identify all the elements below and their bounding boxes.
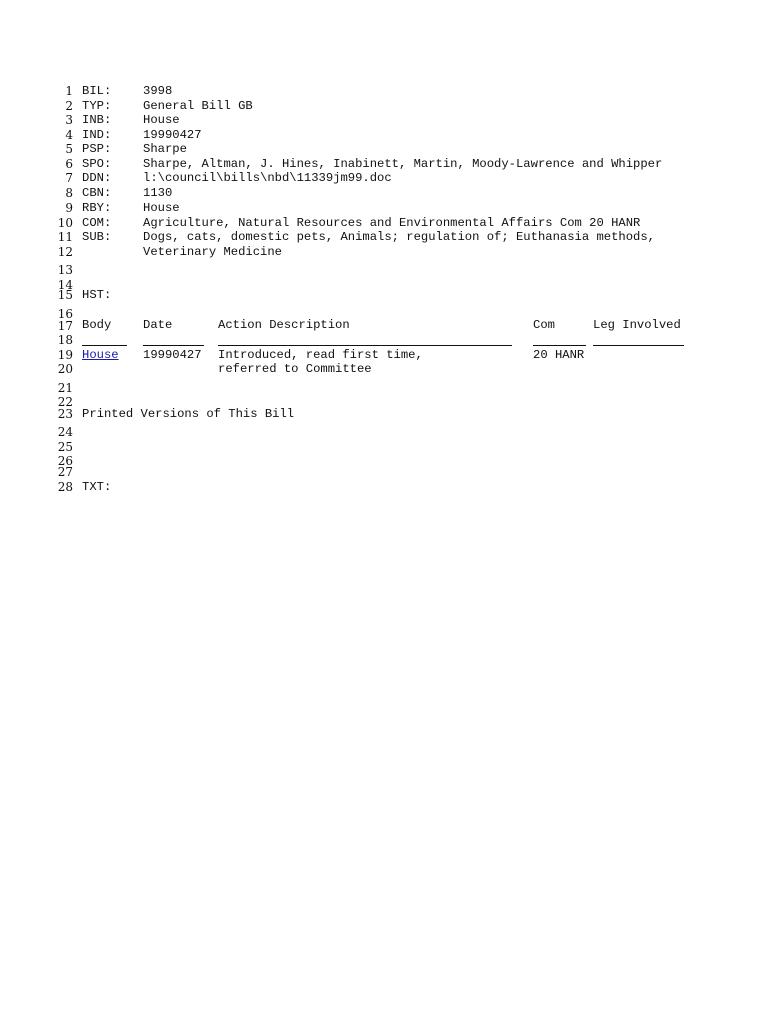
line-number: 26 — [57, 454, 73, 468]
cbn-label: CBN: — [82, 186, 112, 200]
rby-value: House — [143, 201, 180, 215]
typ-value: General Bill GB — [143, 99, 253, 113]
line-number: 3 — [65, 113, 73, 127]
psp-label: PSP: — [82, 142, 112, 156]
ddn-value: l:\council\bills\nbd\11339jm99.doc — [143, 171, 392, 185]
header-underline-date — [143, 345, 204, 346]
inb-label: INB: — [82, 113, 112, 127]
row-action-line2: referred to Committee — [218, 362, 372, 376]
ind-label: IND: — [82, 128, 112, 142]
spo-value: Sharpe, Altman, J. Hines, Inabinett, Martin, Moody-Lawrence and Whipper — [143, 157, 663, 171]
line-number: 19 — [57, 348, 73, 362]
line-number: 27 — [57, 465, 73, 479]
row-date: 19990427 — [143, 348, 202, 362]
header-underline-leg — [593, 345, 684, 346]
psp-value: Sharpe — [143, 142, 187, 156]
header-underline-action — [218, 345, 512, 346]
history-label: HST: — [82, 288, 112, 302]
line-number: 22 — [57, 395, 73, 409]
line-number: 20 — [57, 362, 73, 376]
line-number: 1 — [65, 84, 73, 98]
com-value: Agriculture, Natural Resources and Environmental Affairs Com 20 HANR — [143, 216, 641, 230]
header-underline-com — [533, 345, 586, 346]
line-number: 13 — [57, 263, 73, 277]
row-action-line1: Introduced, read first time, — [218, 348, 423, 362]
line-number: 12 — [57, 245, 73, 259]
com-label: COM: — [82, 216, 112, 230]
line-number: 17 — [57, 319, 73, 333]
rby-label: RBY: — [82, 201, 112, 215]
bil-label: BIL: — [82, 84, 112, 98]
line-number: 6 — [65, 157, 73, 171]
sub-value-line2: Veterinary Medicine — [143, 245, 282, 259]
line-number: 15 — [57, 288, 73, 302]
line-number: 16 — [57, 307, 73, 321]
sub-label: SUB: — [82, 230, 112, 244]
cbn-value: 1130 — [143, 186, 173, 200]
line-number: 24 — [57, 425, 73, 439]
ddn-label: DDN: — [82, 171, 112, 185]
header-date: Date — [143, 318, 173, 332]
line-number: 4 — [65, 128, 73, 142]
row-com: 20 HANR — [533, 348, 585, 362]
header-leg-involved: Leg Involved — [593, 318, 681, 332]
line-number: 11 — [57, 230, 73, 244]
txt-label: TXT: — [82, 480, 112, 494]
bil-value: 3998 — [143, 84, 173, 98]
header-underline-body — [82, 345, 127, 346]
line-number: 25 — [57, 440, 73, 454]
line-number: 14 — [57, 278, 73, 292]
header-body: Body — [82, 318, 112, 332]
spo-label: SPO: — [82, 157, 112, 171]
typ-label: TYP: — [82, 99, 112, 113]
line-number: 5 — [65, 142, 73, 156]
line-number: 18 — [57, 333, 73, 347]
printed-versions-heading: Printed Versions of This Bill — [82, 407, 295, 421]
line-number: 28 — [57, 480, 73, 494]
line-number: 7 — [65, 171, 73, 185]
header-action-description: Action Description — [218, 318, 350, 332]
line-number: 2 — [65, 99, 73, 113]
ind-value: 19990427 — [143, 128, 202, 142]
line-number: 21 — [57, 381, 73, 395]
line-number: 23 — [57, 407, 73, 421]
line-number: 9 — [65, 201, 73, 215]
sub-value-line1: Dogs, cats, domestic pets, Animals; regulation of; Euthanasia methods, — [143, 230, 655, 244]
body-link-house[interactable]: House — [82, 348, 119, 362]
line-number: 10 — [57, 216, 73, 230]
line-number: 8 — [65, 186, 73, 200]
inb-value: House — [143, 113, 180, 127]
header-com: Com — [533, 318, 555, 332]
